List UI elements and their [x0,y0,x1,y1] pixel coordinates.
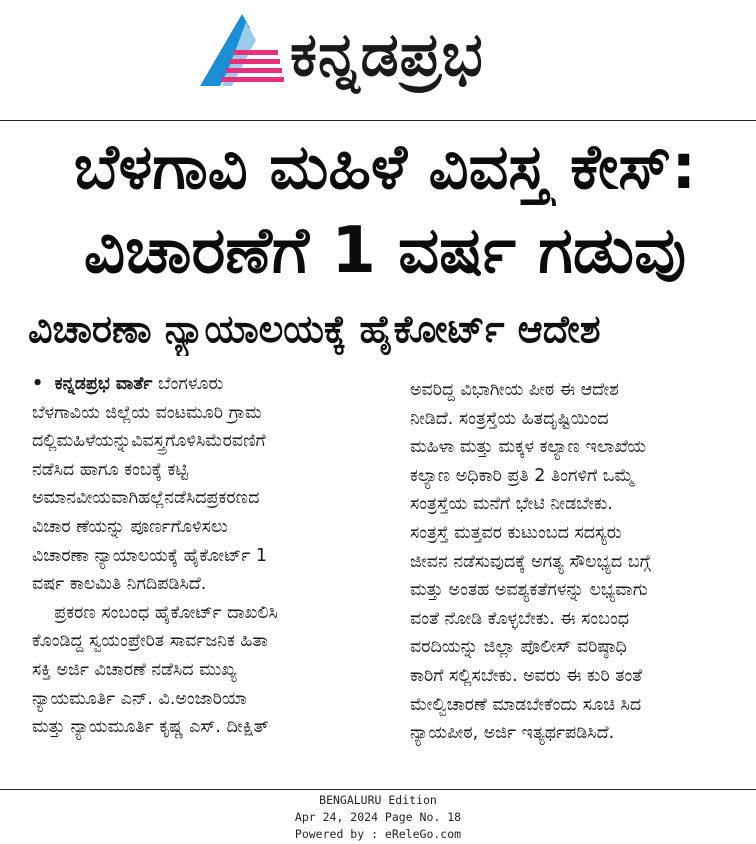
headline-line-2: ವಿಚಾರಣೆಗೆ 1 ವರ್ಷ ಗಡುವು [83,214,687,288]
body-line: ನಡೆಸಿದ ಹಾಗೂ ಕಂಬಕ್ಕೆ ಕಟ್ಟಿ [32,459,189,480]
body-line: ನೀಡಿದೆ. ಸಂತ್ರಸ್ತೆಯ ಹಿತದೃಷ್ಟಿಯಿಂದ [410,408,609,429]
body-line: ಸಂತ್ರಸ್ತೆಯ ಮನೆಗೆ ಭೇಟಿ ನೀಡಬೇಕು. [410,494,613,515]
body-line: ಅವರಿದ್ದ ವಿಭಾಗೀಯ ಪೀಠ ಈ ಆದೇಶ [410,380,619,400]
body-line: ಪ್ರಕರಣ ಸಂಬಂಧ ಹೈಕೋರ್ಟ್ ದಾಖಲಿಸಿ [32,602,278,623]
body-line: ವರದಿಯನ್ನು ಜಿಲ್ಲಾ ಪೊಲೀಸ್ ವರಿಷ್ಠಾಧಿ [410,637,627,658]
masthead-logo-text: ಕನ್ನಡಪ್ರಭ [290,20,484,90]
byline-agency: ಕನ್ನಡಪ್ರಭ ವಾರ್ತೆ [54,374,153,394]
body-line: ಮತ್ತು ನ್ಯಾಯಮೂರ್ತಿ ಕೃಷ್ಣ ಎಸ್. ದೀಕ್ಷಿತ್ [32,717,269,738]
powered-by-link[interactable]: Powered by : eReleGo.com [294,827,462,841]
article-column-right [410,376,750,748]
article-column-left [32,370,380,742]
body-line: ವಿಚಾರಣಾ ನ್ಯಾಯಾಲಯಕ್ಕೆ ಹೈಕೋರ್ಟ್ 1 [32,545,268,566]
byline-place: ಬೆಂಗಳೂರು [157,374,224,394]
masthead-divider [0,120,756,121]
body-line: ನ್ಯಾಯಮೂರ್ತಿ ಎನ್. ವಿ.ಅಂಜಾರಿಯಾ [32,688,247,709]
body-line: ಮಹಿಳಾ ಮತ್ತು ಮಕ್ಕಳ ಕಲ್ಯಾಣ ಇಲಾಖೆಯ [410,437,646,458]
edition-label: BENGALURU Edition [319,793,437,807]
body-line: ಮತ್ತು ಅಂತಹ ಅವಶ್ಯಕತೆಗಳನ್ನು ಲಭ್ಯವಾಗು [410,580,648,601]
subheadline: ವಿಚಾರಣಾ ನ್ಯಾಯಾಲಯಕ್ಕೆ ಹೈಕೋರ್ಟ್ ಆದೇಶ [28,307,601,351]
headline-line-1: ಬೆಳಗಾವಿ ಮಹಿಳೆ ವಿವಸ್ತ್ರ ಕೇಸ್: [73,130,697,203]
body-line: ಸಂತ್ರಸ್ತೆ ಮತ್ತವರ ಕುಟುಂಬದ ಸದಸ್ಯರು [410,522,622,543]
body-line: ಬೆಳಗಾವಿಯ ಜಿಲ್ಲೆಯ ವಂಟಮೂರಿ ಗ್ರಾಮ [32,402,262,423]
body-line: ನ್ಯಾಯಪೀಠ, ಅರ್ಜಿ ಇತ್ಯರ್ಥಪಡಿಸಿದೆ. [410,723,615,744]
body-line: ಕಲ್ಯಾಣ ಅಧಿಕಾರಿ ಪ್ರತಿ 2 ತಿಂಗಳಿಗೆ ಒಮ್ಮೆ [410,465,635,486]
body-line: ಕಾರಿಗೆ ಸಲ್ಲಿಸಬೇಕು. ಅವರು ಈ ಕುರಿ ತಂತೆ [410,665,643,686]
body-line: ವರ್ಷ ಕಾಲಮಿತಿ ನಿಗದಿಪಡಿಸಿದೆ. [32,574,207,595]
byline-bullet: • [32,374,44,394]
body-line: ವಂತೆ ನೋಡಿ ಕೊಳ್ಳಬೇಕು. ಈ ಸಂಬಂಧ [410,608,630,629]
body-line: ವಿಚಾರ ಣೆಯನ್ನು ಪೂರ್ಣಗೊಳಿಸಲು [32,516,228,537]
date-page-label: Apr 24, 2024 Page No. 18 [294,810,462,824]
body-line: ಜೀವನ ನಡೆಸುವುದಕ್ಕೆ ಅಗತ್ಯ ಸೌಲಭ್ಯದ ಬಗ್ಗೆ [410,551,651,572]
masthead [0,0,756,118]
body-line: ದಲ್ಲಿಮಹಿಳೆಯನ್ನುವಿವಸ್ತ್ರಗೊಳಿಸಿಮೆರವಣಿಗೆ [32,431,266,452]
body-line: ಅಮಾನವೀಯವಾಗಿಹಲ್ಲೆನಡೆಸಿದಪ್ರಕರಣದ [32,488,260,509]
kannadaprabha-logo-icon [198,12,286,88]
byline [32,370,380,399]
body-line: ಮೇಲ್ವಿಚಾರಣೆ ಮಾಡಬೇಕೆಂದು ಸೂಚಿ ಸಿದ [410,694,642,715]
edition-footer [0,792,756,843]
body-line: ಕೊಂಡಿದ್ದ ಸ್ವಯಂಪ್ರೇರಿತ ಸಾರ್ವಜನಿಕ ಹಿತಾ [32,631,268,652]
body-line: ಸಕ್ತಿ ಅರ್ಜಿ ವಿಚಾರಣೆ ನಡೆಸಿದ ಮುಖ್ಯ [32,659,237,680]
footer-divider [0,789,756,790]
